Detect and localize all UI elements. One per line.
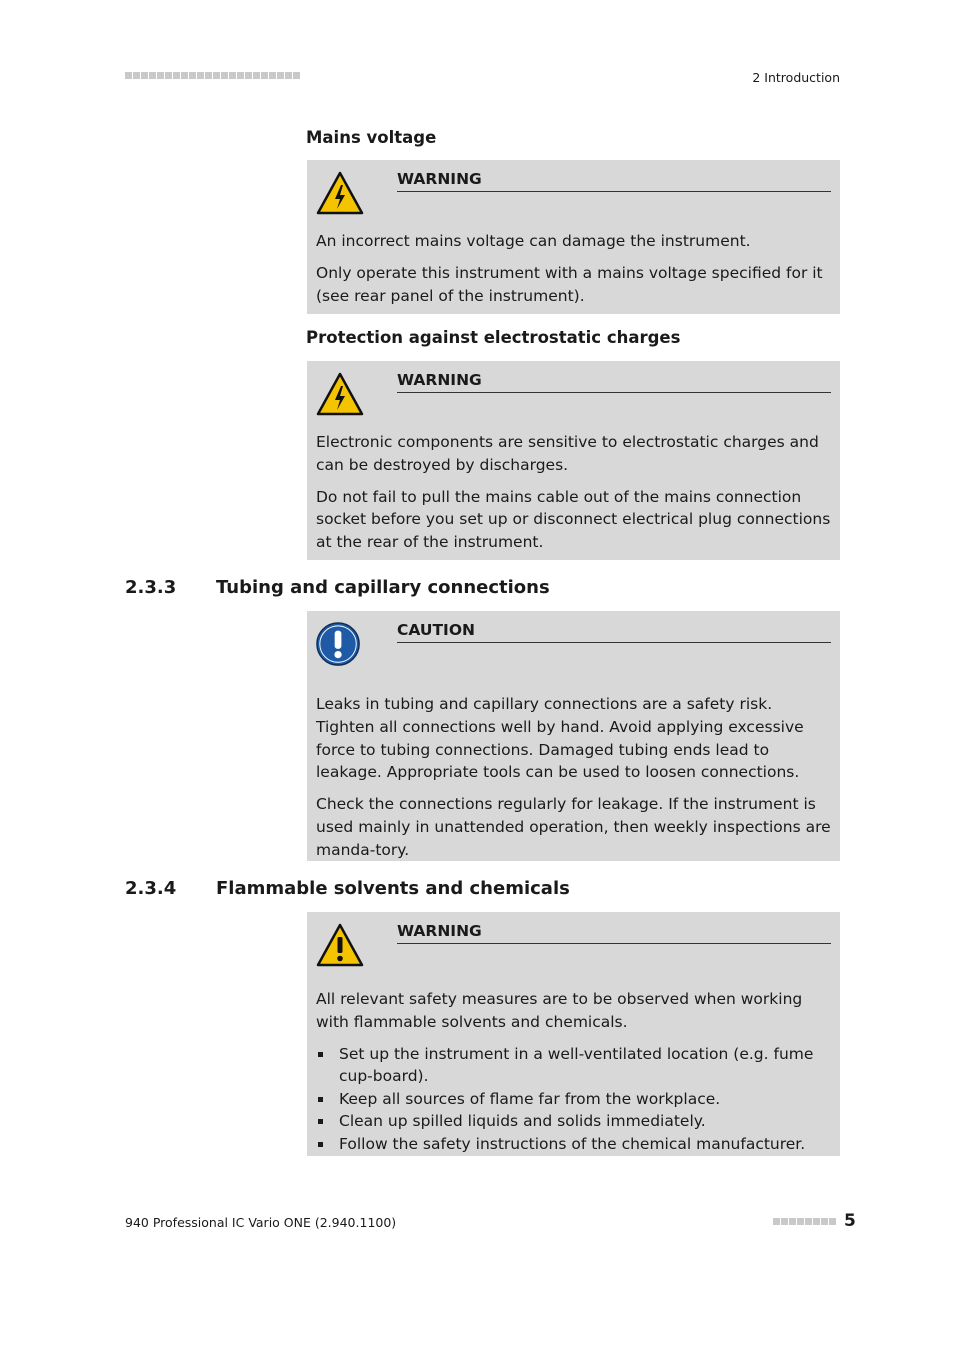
chapter-title: 2 Introduction [752, 70, 840, 85]
electrostatic-warning-box [307, 361, 840, 560]
section-number: 2.3.4 [125, 878, 177, 899]
warning-text: An incorrect mains voltage can damage the instrument. [316, 232, 751, 250]
warning-label: WARNING [397, 170, 831, 192]
electric-warning-icon [316, 371, 364, 419]
warning-label: WARNING [397, 922, 831, 944]
list-item: Set up the instrument in a well-ventilated location (e.g. fume cup-board). [316, 1043, 831, 1088]
warning-text: Only operate this instrument with a mains voltage specified for it (see rear panel of the instrument). [316, 263, 823, 305]
footer-product: 940 Professional IC Vario ONE (2.940.1100) [125, 1215, 397, 1230]
footer-decoration [773, 1218, 836, 1225]
caution-exclamation-icon [316, 622, 362, 668]
section-title: Flammable solvents and chemicals [216, 878, 570, 899]
warning-text: All relevant safety measures are to be observed when working with flammable solvents and chemicals. [316, 990, 803, 1031]
section-title: Tubing and capillary connections [216, 577, 550, 598]
page-number: 5 [844, 1211, 856, 1231]
header-decoration [125, 72, 300, 79]
section-number: 2.3.3 [125, 577, 177, 598]
mains-voltage-heading: Mains voltage [306, 128, 437, 147]
flammable-warning-box [307, 912, 840, 1156]
list-item: Keep all sources of flame far from the workplace. [316, 1088, 831, 1111]
warning-label: WARNING [397, 371, 831, 393]
tubing-caution-box [307, 611, 840, 861]
general-warning-icon [316, 922, 364, 970]
safety-list [316, 1043, 831, 1156]
caution-label: CAUTION [397, 621, 831, 643]
electric-warning-icon [316, 170, 364, 218]
list-item: Clean up spilled liquids and solids immediately. [316, 1110, 831, 1133]
warning-text: Do not fail to pull the mains cable out of the mains connection socket before you set up or disconnect electrical plug connections at the rear of the instrument. [316, 487, 831, 552]
electrostatic-heading: Protection against electrostatic charges [306, 328, 681, 347]
warning-text: Electronic components are sensitive to electrostatic charges and can be destroyed by discharges. [316, 433, 819, 474]
caution-text: Leaks in tubing and capillary connections are a safety risk. Tighten all connections well by hand. Avoid applying excessive force to tubing connections. Damaged tubing ends lead to leakage. Appropriate tools can be used to loosen connections. [316, 695, 804, 782]
caution-text: Check the connections regularly for leakage. If the instrument is used mainly in unattended operation, then weekly inspections are manda-tory. [316, 795, 831, 859]
list-item: Follow the safety instructions of the chemical manufacturer. [316, 1133, 831, 1156]
mains-warning-box [307, 160, 840, 314]
